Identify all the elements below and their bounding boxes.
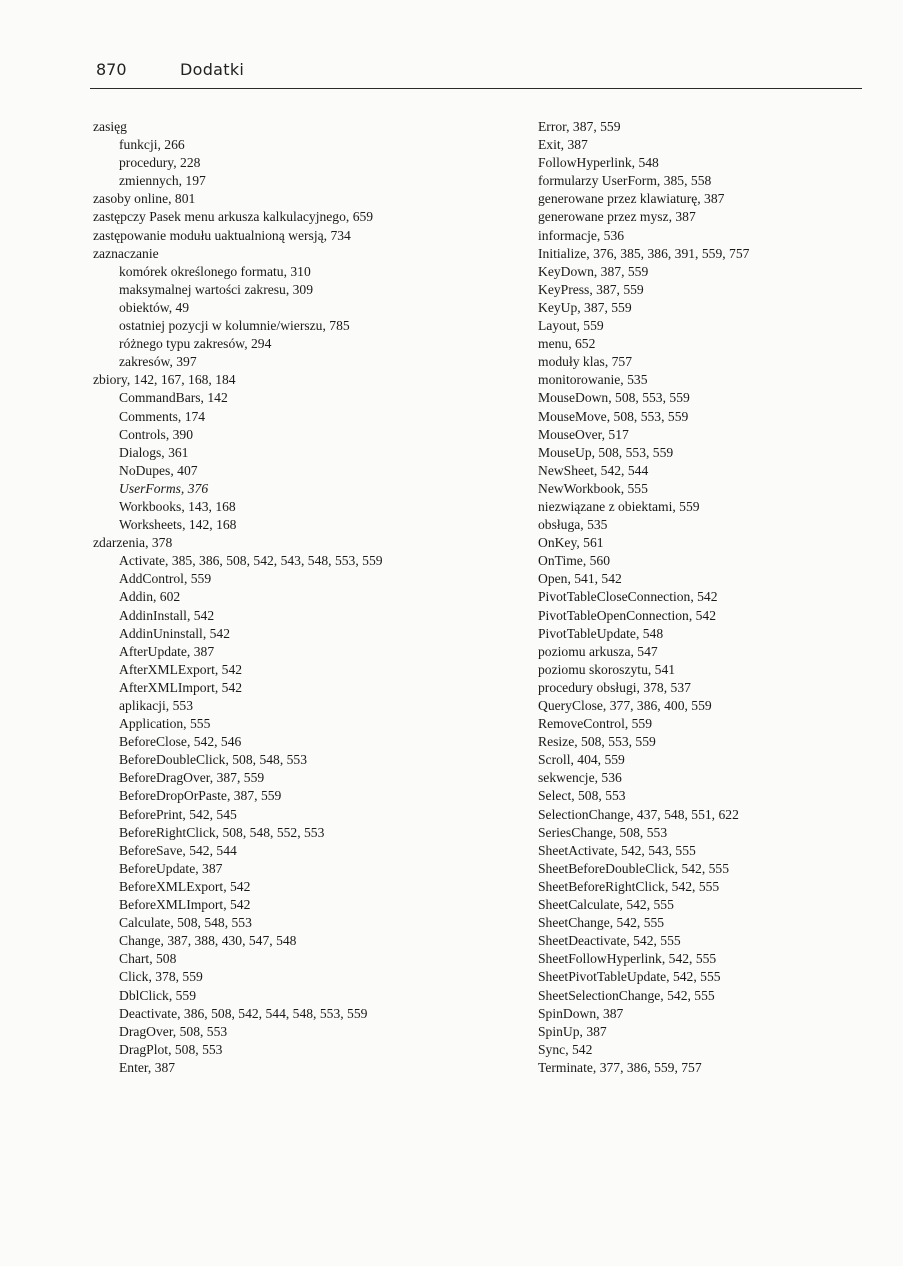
- index-subentry: KeyUp, 387, 559: [538, 299, 632, 315]
- index-subentry: KeyDown, 387, 559: [538, 263, 649, 279]
- index-subentry: NoDupes, 407: [119, 462, 198, 478]
- index-subentry: FollowHyperlink, 548: [538, 155, 659, 171]
- index-subentry: maksymalnej wartości zakresu, 309: [119, 281, 314, 297]
- index-subentry: SheetDeactivate, 542, 555: [538, 933, 681, 949]
- index-subentry: MouseOver, 517: [538, 426, 629, 442]
- index-subentry: BeforeClose, 542, 546: [119, 734, 242, 750]
- index-subentry: AfterUpdate, 387: [119, 643, 215, 659]
- index-subentry: Application, 555: [119, 716, 211, 732]
- index-column-left: [93, 118, 493, 1077]
- index-subentry: SheetPivotTableUpdate, 542, 555: [538, 969, 721, 985]
- index-subentry: Worksheets, 142, 168: [119, 517, 237, 533]
- index-subentry: moduły klas, 757: [538, 354, 633, 370]
- index-subentry: BeforePrint, 542, 545: [119, 806, 237, 822]
- index-subentry: zmiennych, 197: [119, 173, 206, 189]
- index-subentry: SheetChange, 542, 555: [538, 915, 665, 931]
- index-entry: zastępowanie modułu uaktualnioną wersją, 734: [93, 227, 351, 243]
- index-subentry: Addin, 602: [119, 589, 181, 605]
- index-subentry: PivotTableCloseConnection, 542: [538, 589, 718, 605]
- index-subentry: DblClick, 559: [119, 987, 197, 1003]
- index-subentry: aplikacji, 553: [119, 698, 193, 713]
- index-subentry: procedury obsługi, 378, 537: [538, 679, 691, 695]
- index-subentry: formularzy UserForm, 385, 558: [538, 173, 712, 189]
- index-subentry: PivotTableUpdate, 548: [538, 625, 664, 641]
- index-subentry: Layout, 559: [538, 318, 604, 334]
- index-subentry: Workbooks, 143, 168: [119, 498, 236, 514]
- index-subentry: Resize, 508, 553, 559: [538, 734, 656, 750]
- index-subentry: AfterXMLExport, 542: [119, 661, 243, 677]
- index-column-right: [512, 118, 872, 1077]
- index-subentry: różnego typu zakresów, 294: [119, 336, 272, 352]
- index-subentry: BeforeDoubleClick, 508, 548, 553: [119, 752, 308, 768]
- index-subentry: BeforeUpdate, 387: [119, 860, 223, 876]
- index-subentry: sekwencje, 536: [538, 770, 622, 786]
- index-subentry: Chart, 508: [119, 951, 177, 967]
- index-subentry: Change, 387, 388, 430, 547, 548: [119, 933, 297, 949]
- index-subentry: Enter, 387: [119, 1059, 176, 1075]
- index-subentry: Terminate, 377, 386, 559, 757: [538, 1059, 702, 1075]
- index-entry: zasoby online, 801: [93, 191, 196, 207]
- index-subentry: SheetBeforeRightClick, 542, 555: [538, 878, 720, 894]
- index-subentry: Scroll, 404, 559: [538, 752, 625, 768]
- index-subentry: MouseDown, 508, 553, 559: [538, 390, 690, 406]
- index-subentry: SpinDown, 387: [538, 1005, 624, 1021]
- index-subentry: Error, 387, 559: [538, 119, 621, 134]
- page-header: [90, 58, 862, 89]
- index-subentry: MouseMove, 508, 553, 559: [538, 408, 689, 424]
- index-subentry: BeforeRightClick, 508, 548, 552, 553: [119, 824, 325, 840]
- index-subentry: informacje, 536: [538, 227, 625, 243]
- index-subentry: monitorowanie, 535: [538, 372, 648, 388]
- index-subentry: generowane przez klawiaturę, 387: [538, 191, 725, 207]
- index-subentry: DragPlot, 508, 553: [119, 1041, 223, 1057]
- index-subentry: poziomu arkusza, 547: [538, 643, 658, 659]
- index-entry: zaznaczanie: [93, 245, 159, 261]
- index-subentry: Initialize, 376, 385, 386, 391, 559, 757: [538, 245, 750, 261]
- index-subentry: NewSheet, 542, 544: [538, 462, 649, 478]
- index-subentry: Controls, 390: [119, 426, 194, 442]
- index-subentry: SheetCalculate, 542, 555: [538, 897, 674, 913]
- index-subentry: SheetFollowHyperlink, 542, 555: [538, 951, 717, 967]
- index-subentry: SelectionChange, 437, 548, 551, 622: [538, 806, 739, 822]
- index-subentry: obsługa, 535: [538, 517, 608, 533]
- index-subentry: funkcji, 266: [119, 137, 185, 153]
- index-entry: zbiory, 142, 167, 168, 184: [93, 372, 236, 388]
- index-subentry: Dialogs, 361: [119, 444, 189, 460]
- index-subentry: AddinInstall, 542: [119, 607, 215, 623]
- index-subentry: OnKey, 561: [538, 535, 604, 551]
- index-entry: zasięg: [93, 119, 127, 134]
- index-subentry: Exit, 387: [538, 137, 588, 153]
- index-subentry: procedury, 228: [119, 155, 201, 171]
- index-subentry: generowane przez mysz, 387: [538, 209, 696, 225]
- index-subentry: AddinUninstall, 542: [119, 625, 231, 641]
- index-subentry: niezwiązane z obiektami, 559: [538, 498, 700, 514]
- index-subentry: OnTime, 560: [538, 553, 611, 569]
- index-subentry: UserForms, 376: [119, 480, 209, 496]
- index-subentry: poziomu skoroszytu, 541: [538, 661, 676, 677]
- index-subentry: NewWorkbook, 555: [538, 480, 648, 496]
- index-subentry: Deactivate, 386, 508, 542, 544, 548, 553, 559: [119, 1005, 368, 1021]
- index-subentry: zakresów, 397: [119, 354, 197, 370]
- index-subentry: menu, 652: [538, 336, 596, 352]
- index-entry: zastępczy Pasek menu arkusza kalkulacyjnego, 659: [93, 209, 374, 225]
- index-subentry: BeforeXMLImport, 542: [119, 897, 251, 913]
- index-subentry: BeforeDropOrPaste, 387, 559: [119, 788, 282, 804]
- index-subentry: CommandBars, 142: [119, 390, 228, 406]
- index-subentry: BeforeDragOver, 387, 559: [119, 770, 265, 786]
- index-subentry: komórek określonego formatu, 310: [119, 263, 311, 279]
- index-subentry: Activate, 385, 386, 508, 542, 543, 548, 553, 559: [119, 553, 383, 569]
- index-subentry: obiektów, 49: [119, 299, 190, 315]
- index-subentry: Comments, 174: [119, 408, 206, 424]
- index-subentry: PivotTableOpenConnection, 542: [538, 607, 717, 623]
- index-subentry: Click, 378, 559: [119, 969, 203, 985]
- index-subentry: SheetActivate, 542, 543, 555: [538, 842, 696, 858]
- index-subentry: DragOver, 508, 553: [119, 1023, 228, 1039]
- index-subentry: BeforeXMLExport, 542: [119, 878, 251, 894]
- index-subentry: SheetSelectionChange, 542, 555: [538, 987, 715, 1003]
- section-title: Dodatki: [180, 60, 245, 79]
- index-subentry: Sync, 542: [538, 1041, 593, 1057]
- index-subentry: SpinUp, 387: [538, 1023, 607, 1039]
- index-subentry: Open, 541, 542: [538, 571, 622, 587]
- index-subentry: AddControl, 559: [119, 571, 212, 587]
- page-number: 870: [96, 60, 127, 79]
- index-subentry: QueryClose, 377, 386, 400, 559: [538, 698, 712, 713]
- index-subentry: RemoveControl, 559: [538, 716, 653, 732]
- index-subentry: MouseUp, 508, 553, 559: [538, 444, 674, 460]
- index-subentry: KeyPress, 387, 559: [538, 281, 644, 297]
- index-entry: zdarzenia, 378: [93, 535, 173, 551]
- index-subentry: BeforeSave, 542, 544: [119, 842, 237, 858]
- index-subentry: Select, 508, 553: [538, 788, 626, 804]
- index-subentry: SeriesChange, 508, 553: [538, 824, 668, 840]
- index-subentry: ostatniej pozycji w kolumnie/wierszu, 785: [119, 318, 350, 334]
- index-subentry: AfterXMLImport, 542: [119, 679, 243, 695]
- index-subentry: SheetBeforeDoubleClick, 542, 555: [538, 860, 730, 876]
- index-subentry: Calculate, 508, 548, 553: [119, 915, 252, 931]
